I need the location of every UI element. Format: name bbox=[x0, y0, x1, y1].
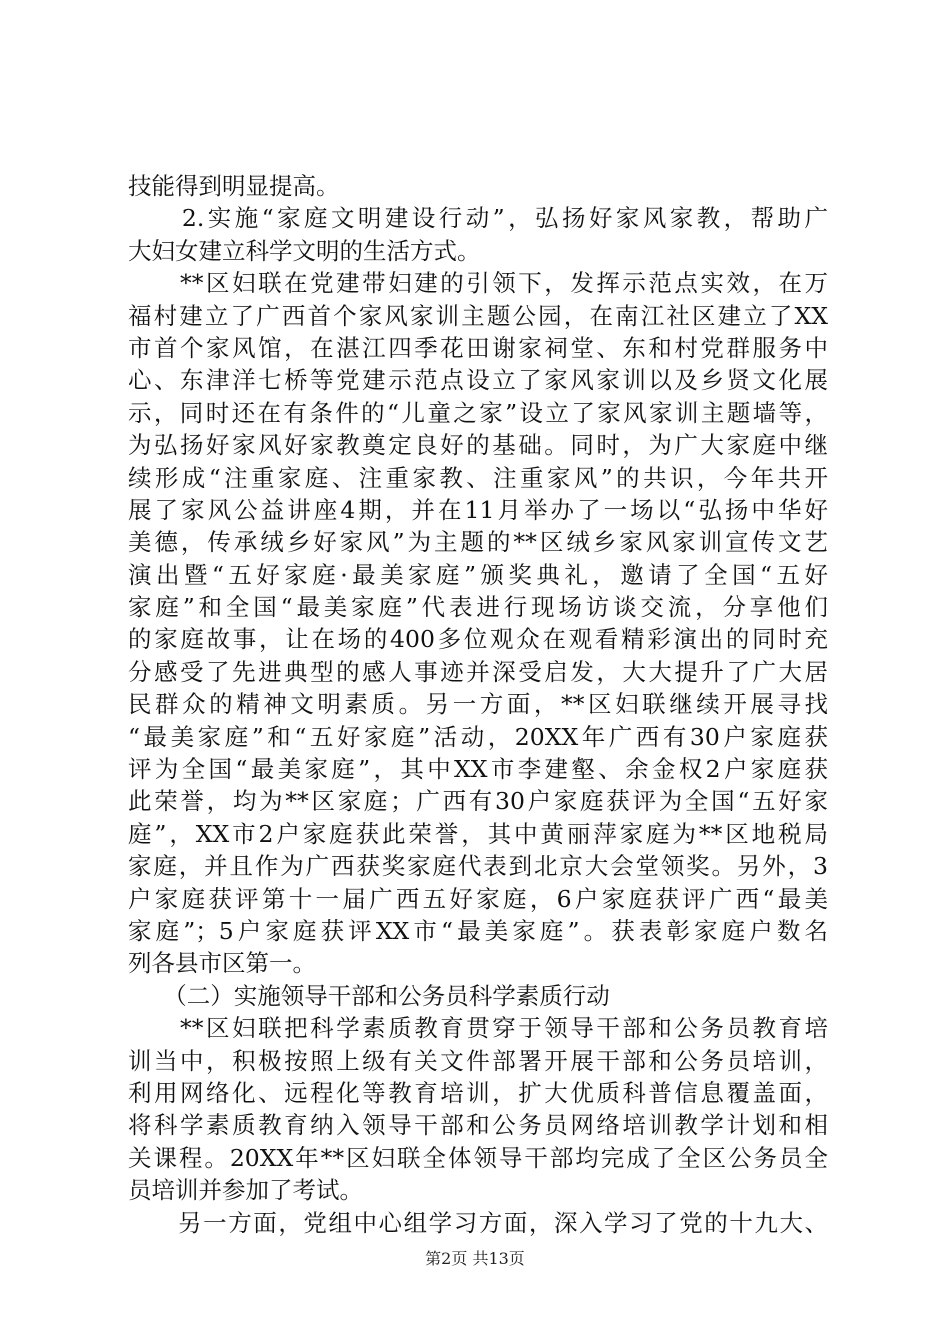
text-line: 2.实施“家庭文明建设行动”，弘扬好家风家教，帮助广 bbox=[128, 204, 828, 233]
text-line: 展了家风公益讲座4期，并在11月举办了一场以“弘扬中华好 bbox=[128, 495, 828, 524]
text-line: 示，同时还在有条件的“儿童之家”设立了家风家训主题墙等， bbox=[128, 398, 828, 427]
text-line: 庭”，XX市2户家庭获此荣誉，其中黄丽萍家庭为**区地税局 bbox=[128, 819, 828, 848]
text-line: 市首个家风馆，在湛江四季花田谢家祠堂、东和村党群服务中 bbox=[128, 333, 828, 362]
text-line: **区妇联把科学素质教育贯穿于领导干部和公务员教育培 bbox=[128, 1014, 828, 1043]
text-line: 美德，传承绒乡好家风”为主题的**区绒乡家风家训宣传文艺 bbox=[128, 528, 828, 557]
text-line: 户家庭获评第十一届广西五好家庭，6户家庭获评广西“最美 bbox=[128, 884, 828, 913]
text-line: 将科学素质教育纳入领导干部和公务员网络培训教学计划和相 bbox=[128, 1111, 828, 1140]
text-line: 训当中，积极按照上级有关文件部署开展干部和公务员培训， bbox=[128, 1046, 828, 1075]
text-line: 另一方面，党组中心组学习方面，深入学习了党的十九大、 bbox=[128, 1208, 828, 1237]
text-line: 福村建立了广西首个家风家训主题公园，在南江社区建立了XX bbox=[128, 301, 828, 330]
text-line: 列各县市区第一。 bbox=[128, 949, 316, 978]
text-line: 评为全国“最美家庭”，其中XX市李建壑、余金权2户家庭获 bbox=[128, 755, 828, 784]
text-line: 心、东津洋七桥等党建示范点设立了家风家训以及乡贤文化展 bbox=[128, 366, 828, 395]
text-line: （二）实施领导干部和公务员科学素质行动 bbox=[128, 981, 610, 1010]
text-line: 分感受了先进典型的感人事迹并深受启发，大大提升了广大居 bbox=[128, 657, 828, 686]
text-line: 利用网络化、远程化等教育培训，扩大优质科普信息覆盖面， bbox=[128, 1078, 828, 1107]
text-line: **区妇联在党建带妇建的引领下，发挥示范点实效，在万 bbox=[128, 269, 828, 298]
text-line: 民群众的精神文明素质。另一方面，**区妇联继续开展寻找 bbox=[128, 690, 828, 719]
text-line: 的家庭故事，让在场的400多位观众在观看精彩演出的同时充 bbox=[128, 625, 828, 654]
text-line: 续形成“注重家庭、注重家教、注重家风”的共识，今年共开 bbox=[128, 463, 828, 492]
text-line: 此荣誉，均为**区家庭；广西有30户家庭获评为全国“五好家 bbox=[128, 787, 828, 816]
text-line: 家庭”；5户家庭获评XX市“最美家庭”。获表彰家庭户数名 bbox=[128, 916, 828, 945]
text-line: 家庭”和全国“最美家庭”代表进行现场访谈交流，分享他们 bbox=[128, 593, 828, 622]
page-footer: 第2页 共13页 bbox=[425, 1249, 525, 1268]
text-line: “最美家庭”和“五好家庭”活动，20XX年广西有30户家庭获 bbox=[128, 722, 828, 751]
text-line: 家庭，并且作为广西获奖家庭代表到北京大会堂领奖。另外，3 bbox=[128, 852, 828, 881]
text-line: 员培训并参加了考试。 bbox=[128, 1176, 363, 1205]
text-line: 为弘扬好家风好家教奠定良好的基础。同时，为广大家庭中继 bbox=[128, 431, 828, 460]
text-line: 技能得到明显提高。 bbox=[128, 172, 340, 200]
document-body bbox=[128, 170, 828, 1239]
text-line: 关课程。20XX年**区妇联全体领导干部均完成了全区公务员全 bbox=[128, 1143, 828, 1172]
text-line: 大妇女建立科学文明的生活方式。 bbox=[128, 236, 481, 265]
text-line: 演出暨“五好家庭·最美家庭”颁奖典礼，邀请了全国“五好 bbox=[128, 560, 828, 589]
